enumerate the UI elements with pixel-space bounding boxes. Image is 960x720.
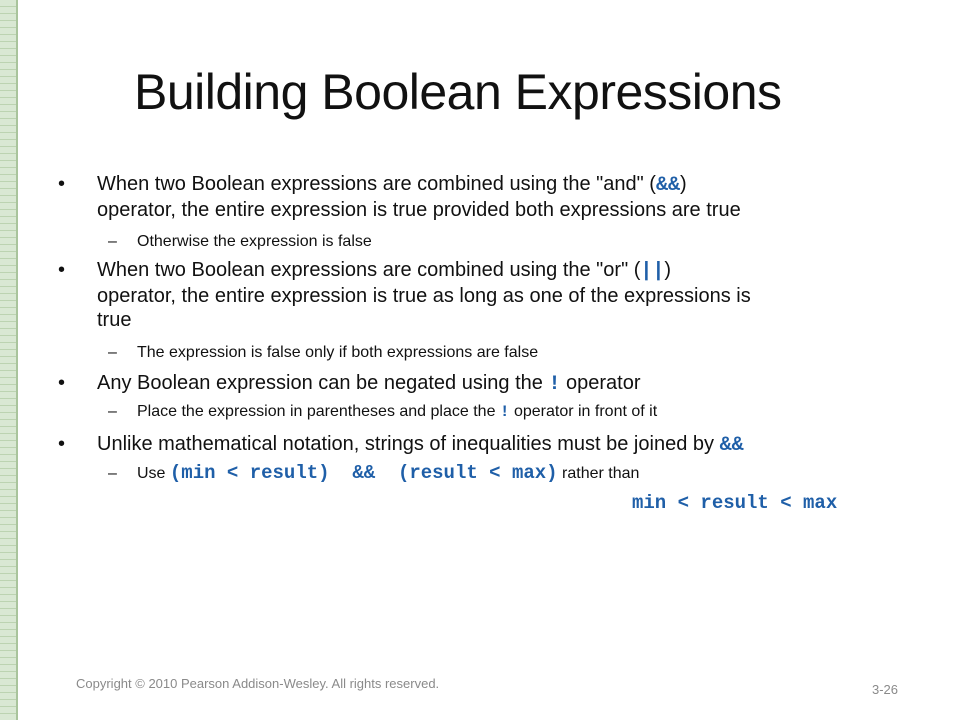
- sub-bullet-or-false: The expression is false only if both expressions are false: [137, 344, 539, 361]
- bullet-and-operator: [97, 172, 907, 222]
- code-or-operator: ||: [640, 260, 665, 283]
- code-incorrect-inequality: min < result < max: [632, 492, 838, 514]
- code-and-operator: &&: [655, 174, 680, 197]
- bullet-text: Any Boolean expression can be negated using the: [97, 372, 549, 394]
- sub-text: Place the expression in parentheses and place the: [137, 403, 500, 420]
- bullet-marker: •: [58, 259, 66, 281]
- bullet-text: operator, the entire expression is true provided both expressions are true: [97, 199, 741, 221]
- bullet-negation: [97, 371, 907, 397]
- bullet-or-operator: [97, 258, 907, 332]
- footer-page-number: 3-26: [872, 682, 899, 697]
- bullet-inequalities: [97, 432, 907, 458]
- bullet-text: ): [664, 259, 672, 281]
- code-and-operator: &&: [719, 434, 744, 457]
- bullet-marker: •: [58, 173, 66, 195]
- sub-bullet-negation: [137, 402, 897, 422]
- bullet-text: ): [679, 173, 687, 195]
- sub-bullet-and-false: Otherwise the expression is false: [137, 233, 372, 250]
- bullet-text: true: [97, 309, 132, 331]
- bullet-marker: •: [58, 433, 66, 455]
- bullet-text: operator: [560, 372, 641, 394]
- slide-title: Building Boolean Expressions: [134, 64, 782, 120]
- bullet-text: When two Boolean expressions are combined using the "and" (: [97, 173, 656, 195]
- code-not-operator: !: [499, 403, 510, 421]
- sub-bullet-marker: –: [108, 465, 117, 482]
- bullet-text: operator, the entire expression is true as long as one of the expressions is: [97, 285, 751, 307]
- code-correct-inequality: (min < result) && (result < max): [169, 462, 558, 484]
- bullet-text: Unlike mathematical notation, strings of inequalities must be joined by: [97, 433, 720, 455]
- sub-bullet-marker: –: [108, 403, 117, 420]
- sub-text: Use: [137, 465, 170, 482]
- footer-copyright: Copyright © 2010 Pearson Addison-Wesley. All rights reserved.: [76, 676, 440, 691]
- sub-bullet-marker: –: [108, 344, 117, 361]
- sub-text: rather than: [557, 465, 640, 482]
- bullet-text: When two Boolean expressions are combined using the "or" (: [97, 259, 641, 281]
- sub-text: operator in front of it: [509, 403, 658, 420]
- bullet-marker: •: [58, 372, 66, 394]
- sub-bullet-inequalities: [137, 463, 897, 484]
- code-not-operator: !: [548, 373, 561, 396]
- sub-bullet-marker: –: [108, 233, 117, 250]
